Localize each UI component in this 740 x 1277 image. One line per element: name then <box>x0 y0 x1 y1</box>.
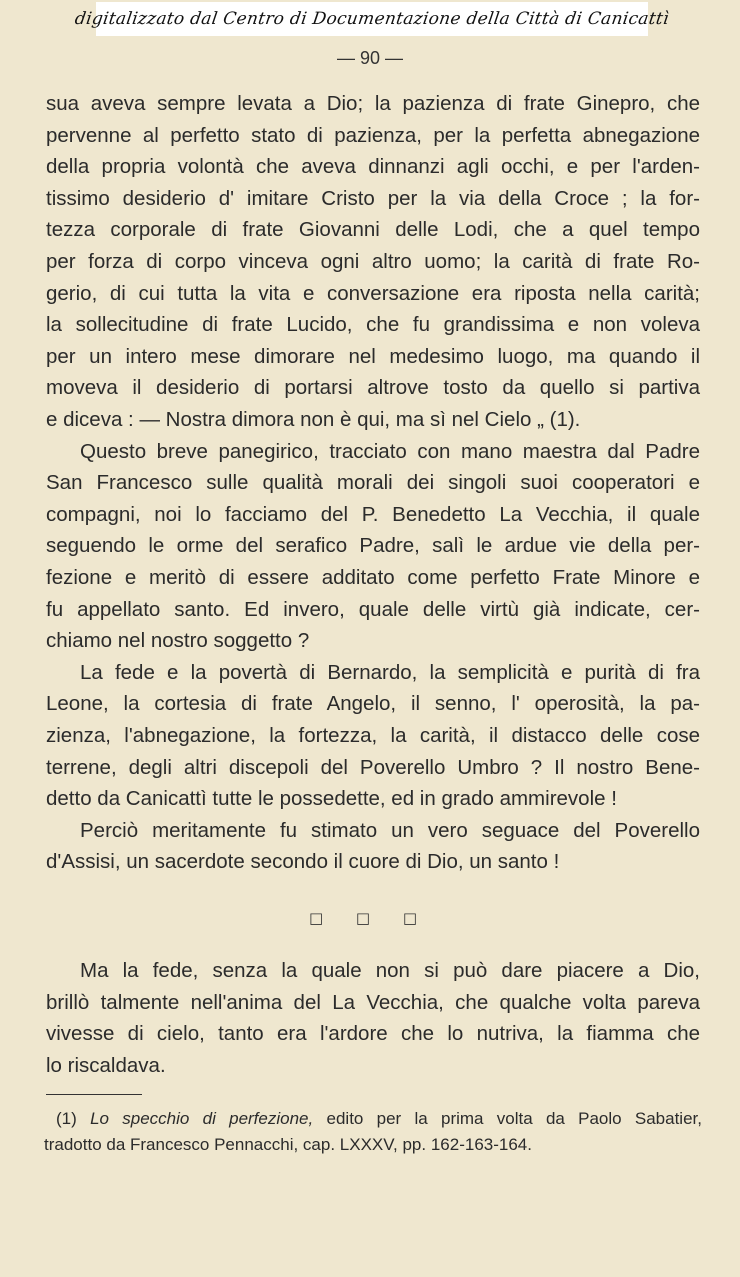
text-line: compagni, noi lo facciamo del P. Benedetto La Vecchia, il quale <box>46 502 700 526</box>
text-line: La fede e la povertà di Bernardo, la semplicità e purità di fra <box>80 660 700 684</box>
footnote-marker: (1) <box>56 1109 77 1128</box>
paragraph-3 <box>46 657 700 815</box>
text-line: per forza di corpo vinceva ogni altro uomo; la carità di frate Ro- <box>46 249 700 273</box>
text-line: tezza corporale di frate Giovanni delle Lodi, che a quel tempo <box>46 218 700 242</box>
paragraph-1 <box>46 88 700 436</box>
text-line: seguendo le orme del serafico Padre, salì le ardue vie della per- <box>46 534 700 558</box>
text-line: Ma la fede, senza la quale non si può dare piacere a Dio, <box>80 959 700 982</box>
text-line: terrene, degli altri discepoli del Poverello Umbro ? Il nostro Bene- <box>46 755 700 779</box>
text-line: Leone, la cortesia di frate Angelo, il senno, l' operosità, la pa- <box>46 692 700 716</box>
text-line: pervenne al perfetto stato di pazienza, per la perfetta abnegazione <box>46 123 700 147</box>
text-line: per un intero mese dimorare nel medesimo luogo, ma quando il <box>46 344 700 368</box>
footnote-text: edito per la prima volta da Paolo Sabatier, <box>326 1109 702 1128</box>
text-line: moveva il desiderio di portarsi altrove tosto da quello si partiva <box>46 376 700 400</box>
footnote-line-2: tradotto da Francesco Pennacchi, cap. LXXXV, pp. 162-163-164. <box>44 1135 532 1154</box>
footnote-divider <box>46 1094 142 1095</box>
text-line: fu appellato santo. Ed invero, quale delle virtù già indicate, cer- <box>46 597 700 621</box>
page-number: — 90 — <box>336 48 404 68</box>
text-line: sua aveva sempre levata a Dio; la pazienza di frate Ginepro, che <box>46 92 700 115</box>
text-line: tissimo desiderio d' imitare Cristo per la via della Croce ; la for- <box>46 186 700 210</box>
text-line: e diceva : — Nostra dimora non è qui, ma sì nel Cielo „ (1). <box>46 407 581 431</box>
text-line: Questo breve panegirico, tracciato con mano maestra dal Padre <box>80 439 700 463</box>
text-line: d'Assisi, un sacerdote secondo il cuore di Dio, un santo ! <box>46 850 560 874</box>
footnote-book-title: Lo specchio di perfezione, <box>90 1109 314 1128</box>
text-line: brillò talmente nell'anima del La Vecchia, che qualche volta pareva <box>46 990 700 1014</box>
text-line: vivesse di cielo, tanto era l'ardore che lo nutriva, la fiamma che <box>46 1022 700 1046</box>
footnote <box>44 1106 702 1158</box>
text-line: la sollecitudine di frate Lucido, che fu grandissima e non voleva <box>46 313 700 337</box>
text-line: chiamo nel nostro soggetto ? <box>46 629 310 653</box>
text-line: Perciò meritamente fu stimato un vero seguace del Poverello <box>80 818 700 842</box>
text-line: lo riscaldava. <box>46 1053 166 1077</box>
text-line: gerio, di cui tutta la vita e conversazione era riposta nella carità; <box>46 281 700 305</box>
paragraph-5 <box>46 955 700 1081</box>
text-line: zienza, l'abnegazione, la fortezza, la carità, il distacco delle cose <box>46 723 700 747</box>
text-line: San Francesco sulle qualità morali dei singoli suoi cooperatori e <box>46 471 700 495</box>
text-line: fezione e meritò di essere additato come perfetto Frate Minore e <box>46 565 700 589</box>
text-line: della propria volontà che aveva dinnanzi agli occhi, e per l'arden- <box>46 155 700 179</box>
digitization-watermark <box>73 2 671 36</box>
paragraph-2 <box>46 436 700 657</box>
watermark-text: digitalizzato dal Centro di Documentazione della Città di Canicattì <box>73 9 671 29</box>
footnote-line-1 <box>44 1106 702 1132</box>
text-line: detto da Canicattì tutte le possedette, ed in grado ammirevole ! <box>46 787 617 811</box>
section-separator: □ □ □ <box>308 909 432 927</box>
paragraph-4 <box>46 815 700 878</box>
